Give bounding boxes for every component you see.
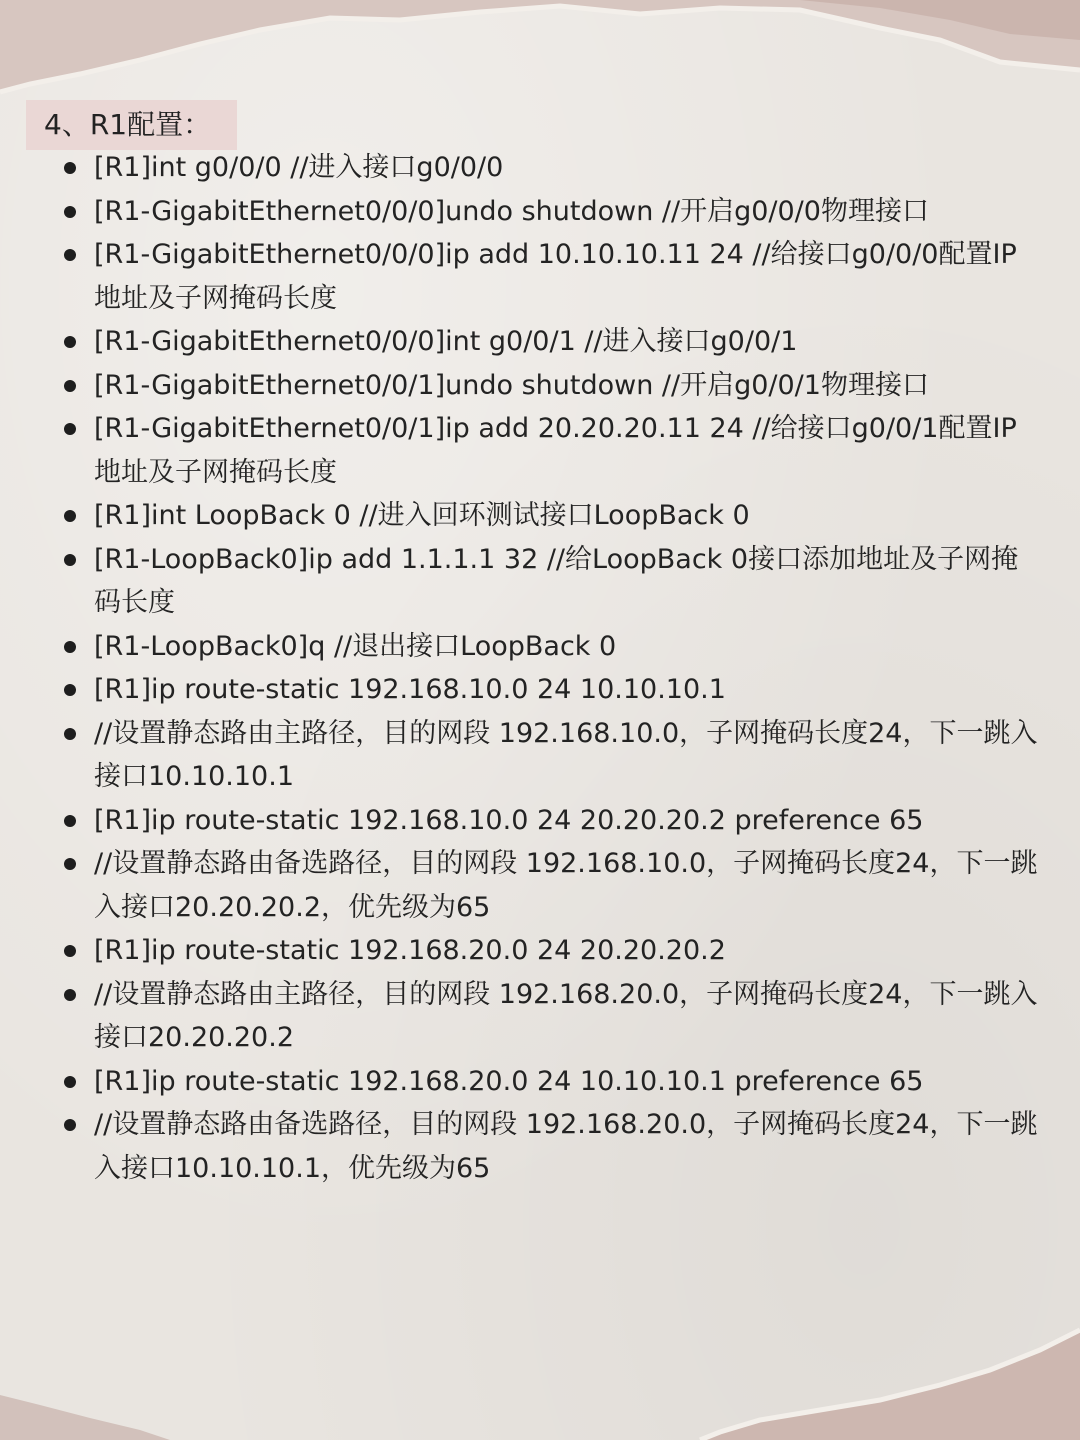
bullet-icon	[64, 815, 76, 827]
list-item	[0, 233, 1080, 320]
list-item	[0, 842, 1080, 929]
list-item-text: //设置静态路由备选路径，目的网段 192.168.10.0，子网掩码长度24，下一跳入接口20.20.20.2，优先级为65	[94, 848, 1038, 923]
list-item-text: [R1-GigabitEthernet0/0/1]ip add 20.20.20.11 24 //给接口g0/0/1配置IP地址及子网掩码长度	[94, 413, 1017, 488]
bullet-icon	[64, 858, 76, 870]
list-item	[0, 407, 1080, 494]
list-item-text: [R1]int LoopBack 0 //进入回环测试接口LoopBack 0	[94, 500, 750, 531]
bullet-icon	[64, 249, 76, 261]
list-item	[0, 799, 1080, 843]
bullet-icon	[64, 1119, 76, 1131]
list-item-text: //设置静态路由主路径，目的网段 192.168.10.0，子网掩码长度24，下一跳入接口10.10.10.1	[94, 717, 1038, 792]
bullet-icon	[64, 1076, 76, 1088]
list-item	[0, 538, 1080, 625]
list-item	[0, 1103, 1080, 1190]
bullet-icon	[64, 945, 76, 957]
list-item	[0, 929, 1080, 973]
list-item	[0, 364, 1080, 408]
list-item	[0, 146, 1080, 190]
list-item-text: [R1-LoopBack0]ip add 1.1.1.1 32 //给LoopBack 0接口添加地址及子网掩码长度	[94, 543, 1019, 618]
config-list	[0, 146, 1080, 1190]
list-item-text: [R1]ip route-static 192.168.20.0 24 20.20.20.2	[94, 935, 726, 966]
list-item-text: [R1]int g0/0/0 //进入接口g0/0/0	[94, 152, 504, 183]
list-item-text: [R1-GigabitEthernet0/0/0]ip add 10.10.10.11 24 //给接口g0/0/0配置IP地址及子网掩码长度	[94, 239, 1017, 314]
list-item-text: [R1]ip route-static 192.168.10.0 24 20.20.20.2 preference 65	[94, 804, 924, 836]
bullet-icon	[64, 206, 76, 218]
list-item-text: [R1-LoopBack0]q //退出接口LoopBack 0	[94, 630, 617, 662]
bullet-icon	[64, 641, 76, 653]
list-item	[0, 190, 1080, 234]
bullet-icon	[64, 989, 76, 1001]
list-item-text: [R1]ip route-static 192.168.10.0 24 10.10.10.1	[94, 674, 726, 705]
list-item	[0, 625, 1080, 669]
bullet-icon	[64, 336, 76, 348]
list-item	[0, 320, 1080, 364]
list-item	[0, 973, 1080, 1060]
bullet-icon	[64, 162, 76, 174]
bullet-icon	[64, 380, 76, 392]
bullet-icon	[64, 684, 76, 696]
list-item-text: [R1-GigabitEthernet0/0/0]int g0/0/1 //进入接口g0/0/1	[94, 326, 798, 357]
list-item	[0, 494, 1080, 538]
list-item-text: [R1-GigabitEthernet0/0/1]undo shutdown //开启g0/0/1物理接口	[94, 369, 929, 401]
list-item	[0, 712, 1080, 799]
bullet-icon	[64, 510, 76, 522]
list-item-text: //设置静态路由主路径，目的网段 192.168.20.0，子网掩码长度24，下一跳入接口20.20.20.2	[94, 978, 1038, 1053]
bullet-icon	[64, 554, 76, 566]
bullet-icon	[64, 423, 76, 435]
list-item-text: [R1-GigabitEthernet0/0/0]undo shutdown //开启g0/0/0物理接口	[94, 195, 929, 227]
bullet-icon	[64, 728, 76, 740]
section-title: 4、R1配置：	[26, 100, 237, 150]
list-item-text: [R1]ip route-static 192.168.20.0 24 10.10.10.1 preference 65	[94, 1065, 924, 1097]
list-item	[0, 668, 1080, 712]
list-item	[0, 1060, 1080, 1104]
list-item-text: //设置静态路由备选路径，目的网段 192.168.20.0，子网掩码长度24，下一跳入接口10.10.10.1，优先级为65	[94, 1109, 1038, 1184]
